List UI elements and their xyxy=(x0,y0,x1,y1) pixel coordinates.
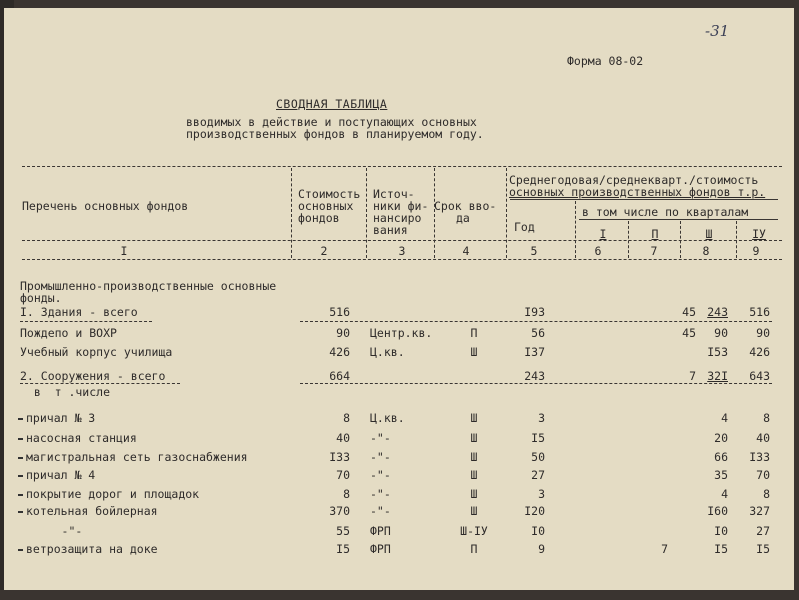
row-2-q4: 426 xyxy=(749,345,770,359)
header-annual-cost: Среднегодовая/среднекварт./стоимость основных производственных фондов т.р. xyxy=(509,173,766,199)
row-10-cost: 370 xyxy=(329,504,350,518)
header-year: Год xyxy=(514,220,535,234)
col-number-9: 9 xyxy=(752,244,760,258)
row-0-cost: 516 xyxy=(329,305,350,319)
row-4-name: в т .числе xyxy=(20,385,111,399)
header-by-quarters: в том числе по кварталам xyxy=(582,205,749,219)
row-9-name: покрытие дорог и площадок xyxy=(26,487,200,501)
col-sep-4 xyxy=(506,168,507,258)
row-9-q3: 4 xyxy=(721,487,728,501)
buildings-values-underline xyxy=(300,321,772,322)
row-6-name: насосная станция xyxy=(26,431,137,445)
col-sep-5 xyxy=(575,201,576,258)
row-9-term: Ш xyxy=(470,487,478,501)
row-0-q3: 243 xyxy=(707,305,728,319)
form-code: Форма 08-02 xyxy=(567,54,644,68)
row-3-q4: 643 xyxy=(749,369,770,383)
row-6-bullet xyxy=(18,438,23,440)
row-12-year: 9 xyxy=(538,542,545,556)
col-sep-6 xyxy=(628,221,629,258)
row-9-source: -"- xyxy=(370,487,391,501)
row-10-term: Ш xyxy=(470,504,478,518)
row-2-cost: 426 xyxy=(329,345,350,359)
row-0-q4: 516 xyxy=(749,305,770,319)
row-2-source: Ц.кв. xyxy=(370,345,405,359)
row-7-name: магистральная сеть газоснабжения xyxy=(26,450,248,464)
row-6-term: Ш xyxy=(470,431,478,445)
row-5-q4: 8 xyxy=(763,411,770,425)
row-3-q3: 32I xyxy=(707,369,728,383)
row-0-name: I. Здания - всего xyxy=(20,305,138,319)
row-6-q4: 40 xyxy=(756,431,770,445)
col-sep-1 xyxy=(291,168,292,258)
row-10-bullet xyxy=(18,511,23,513)
row-2-name: Учебный корпус училища xyxy=(20,345,173,359)
row-11-name: -"- xyxy=(20,524,83,538)
row-7-year: 50 xyxy=(531,450,545,464)
row-1-source: Центр.кв. xyxy=(370,326,433,340)
page-number-handwritten: -31 xyxy=(705,22,730,40)
col-sep-2 xyxy=(366,168,367,258)
row-6-source: -"- xyxy=(370,431,391,445)
row-0-q2: 45 xyxy=(682,305,696,319)
row-0-year: I93 xyxy=(524,305,545,319)
subtitle-line-2: производственных фондов в планируемом году. xyxy=(186,127,484,141)
structures-total-underline xyxy=(20,383,180,384)
row-9-year: 3 xyxy=(538,487,545,501)
row-10-q4: 327 xyxy=(749,504,770,518)
quarter-3-label: Ш xyxy=(705,227,713,241)
header-cost: Стоимость основных фондов xyxy=(298,187,361,225)
row-1-year: 56 xyxy=(531,326,545,340)
row-9-bullet xyxy=(18,494,23,496)
col-number-8: 8 xyxy=(702,244,710,258)
row-7-term: Ш xyxy=(470,450,478,464)
row-5-bullet xyxy=(18,418,23,420)
subtitle-line-1: вводимых в действие и поступающих основных xyxy=(186,115,477,129)
row-10-source: -"- xyxy=(370,504,391,518)
row-5-year: 3 xyxy=(538,411,545,425)
row-7-q4: I33 xyxy=(749,450,770,464)
row-8-year: 27 xyxy=(531,468,545,482)
row-8-cost: 70 xyxy=(336,468,350,482)
row-1-q2: 45 xyxy=(682,326,696,340)
row-11-cost: 55 xyxy=(336,524,350,538)
structures-values-underline xyxy=(300,383,772,384)
row-1-q3: 90 xyxy=(714,326,728,340)
row-10-year: I20 xyxy=(524,504,545,518)
row-12-term: П xyxy=(470,542,478,556)
row-6-year: I5 xyxy=(531,431,545,445)
row-11-year: I0 xyxy=(531,524,545,538)
row-8-name: причал № 4 xyxy=(26,468,96,482)
header-funding-source: Источ- ники фи- нансиро вания xyxy=(373,187,429,237)
row-2-q3: I53 xyxy=(707,345,728,359)
col-number-4: 4 xyxy=(462,244,470,258)
table-top-rule xyxy=(22,166,782,167)
row-9-cost: 8 xyxy=(343,487,350,501)
row-5-term: Ш xyxy=(470,411,478,425)
col-number-1: I xyxy=(120,244,128,258)
scan-bottom-edge xyxy=(0,590,799,600)
header-asset-list: Перечень основных фондов xyxy=(22,199,189,213)
row-2-year: I37 xyxy=(524,345,545,359)
row-3-name: 2. Сооружения - всего xyxy=(20,369,166,383)
row-3-year: 243 xyxy=(524,369,545,383)
row-11-q4: 27 xyxy=(756,524,770,538)
row-3-cost: 664 xyxy=(329,369,350,383)
row-6-q3: 20 xyxy=(714,431,728,445)
row-7-bullet xyxy=(18,457,23,459)
row-11-source: ФРП xyxy=(370,524,391,538)
quarters-subrule xyxy=(579,219,778,220)
row-6-cost: 40 xyxy=(336,431,350,445)
document-page xyxy=(4,8,794,592)
row-12-q3: I5 xyxy=(714,542,728,556)
row-1-q4: 90 xyxy=(756,326,770,340)
quarter-2-label: П xyxy=(651,227,659,241)
quarter-4-label: IУ xyxy=(752,227,766,241)
row-11-q3: I0 xyxy=(714,524,728,538)
section-heading: Промышленно-производственные основные фонды. xyxy=(20,279,277,305)
quarter-1-label: I xyxy=(599,227,607,241)
header-commissioning-term: Срок вво- да xyxy=(434,199,497,225)
row-5-cost: 8 xyxy=(343,411,350,425)
row-12-cost: I5 xyxy=(336,542,350,556)
col-sep-7 xyxy=(680,221,681,258)
row-8-q3: 35 xyxy=(714,468,728,482)
row-8-bullet xyxy=(18,475,23,477)
row-1-cost: 90 xyxy=(336,326,350,340)
row-10-name: котельная бойлерная xyxy=(26,504,158,518)
row-5-q3: 4 xyxy=(721,411,728,425)
row-10-q3: I60 xyxy=(707,504,728,518)
row-1-term: П xyxy=(470,326,478,340)
col-number-3: 3 xyxy=(398,244,406,258)
row-8-q4: 70 xyxy=(756,468,770,482)
column-number-rule xyxy=(22,259,782,260)
row-12-bullet xyxy=(18,549,23,551)
col-sep-8 xyxy=(736,221,737,258)
col-number-7: 7 xyxy=(650,244,658,258)
col-number-6: 6 xyxy=(594,244,602,258)
buildings-total-underline xyxy=(20,321,152,322)
row-3-q2: 7 xyxy=(689,369,696,383)
row-5-name: причал № 3 xyxy=(26,411,96,425)
row-1-name: Пождепо и ВОХР xyxy=(20,326,117,340)
document-title: СВОДНАЯ ТАБЛИЦА xyxy=(276,97,388,111)
row-7-source: -"- xyxy=(370,450,391,464)
annual-cost-subrule xyxy=(510,199,778,200)
row-8-term: Ш xyxy=(470,468,478,482)
col-number-2: 2 xyxy=(320,244,328,258)
row-12-q1: 7 xyxy=(661,542,668,556)
row-2-term: Ш xyxy=(470,345,478,359)
row-12-source: ФРП xyxy=(370,542,391,556)
row-12-q4: I5 xyxy=(756,542,770,556)
row-5-source: Ц.кв. xyxy=(370,411,405,425)
row-12-name: ветрозащита на доке xyxy=(26,542,158,556)
row-7-cost: I33 xyxy=(329,450,350,464)
row-9-q4: 8 xyxy=(763,487,770,501)
row-7-q3: 66 xyxy=(714,450,728,464)
row-8-source: -"- xyxy=(370,468,391,482)
col-number-5: 5 xyxy=(530,244,538,258)
row-11-term: Ш-IУ xyxy=(460,524,488,538)
